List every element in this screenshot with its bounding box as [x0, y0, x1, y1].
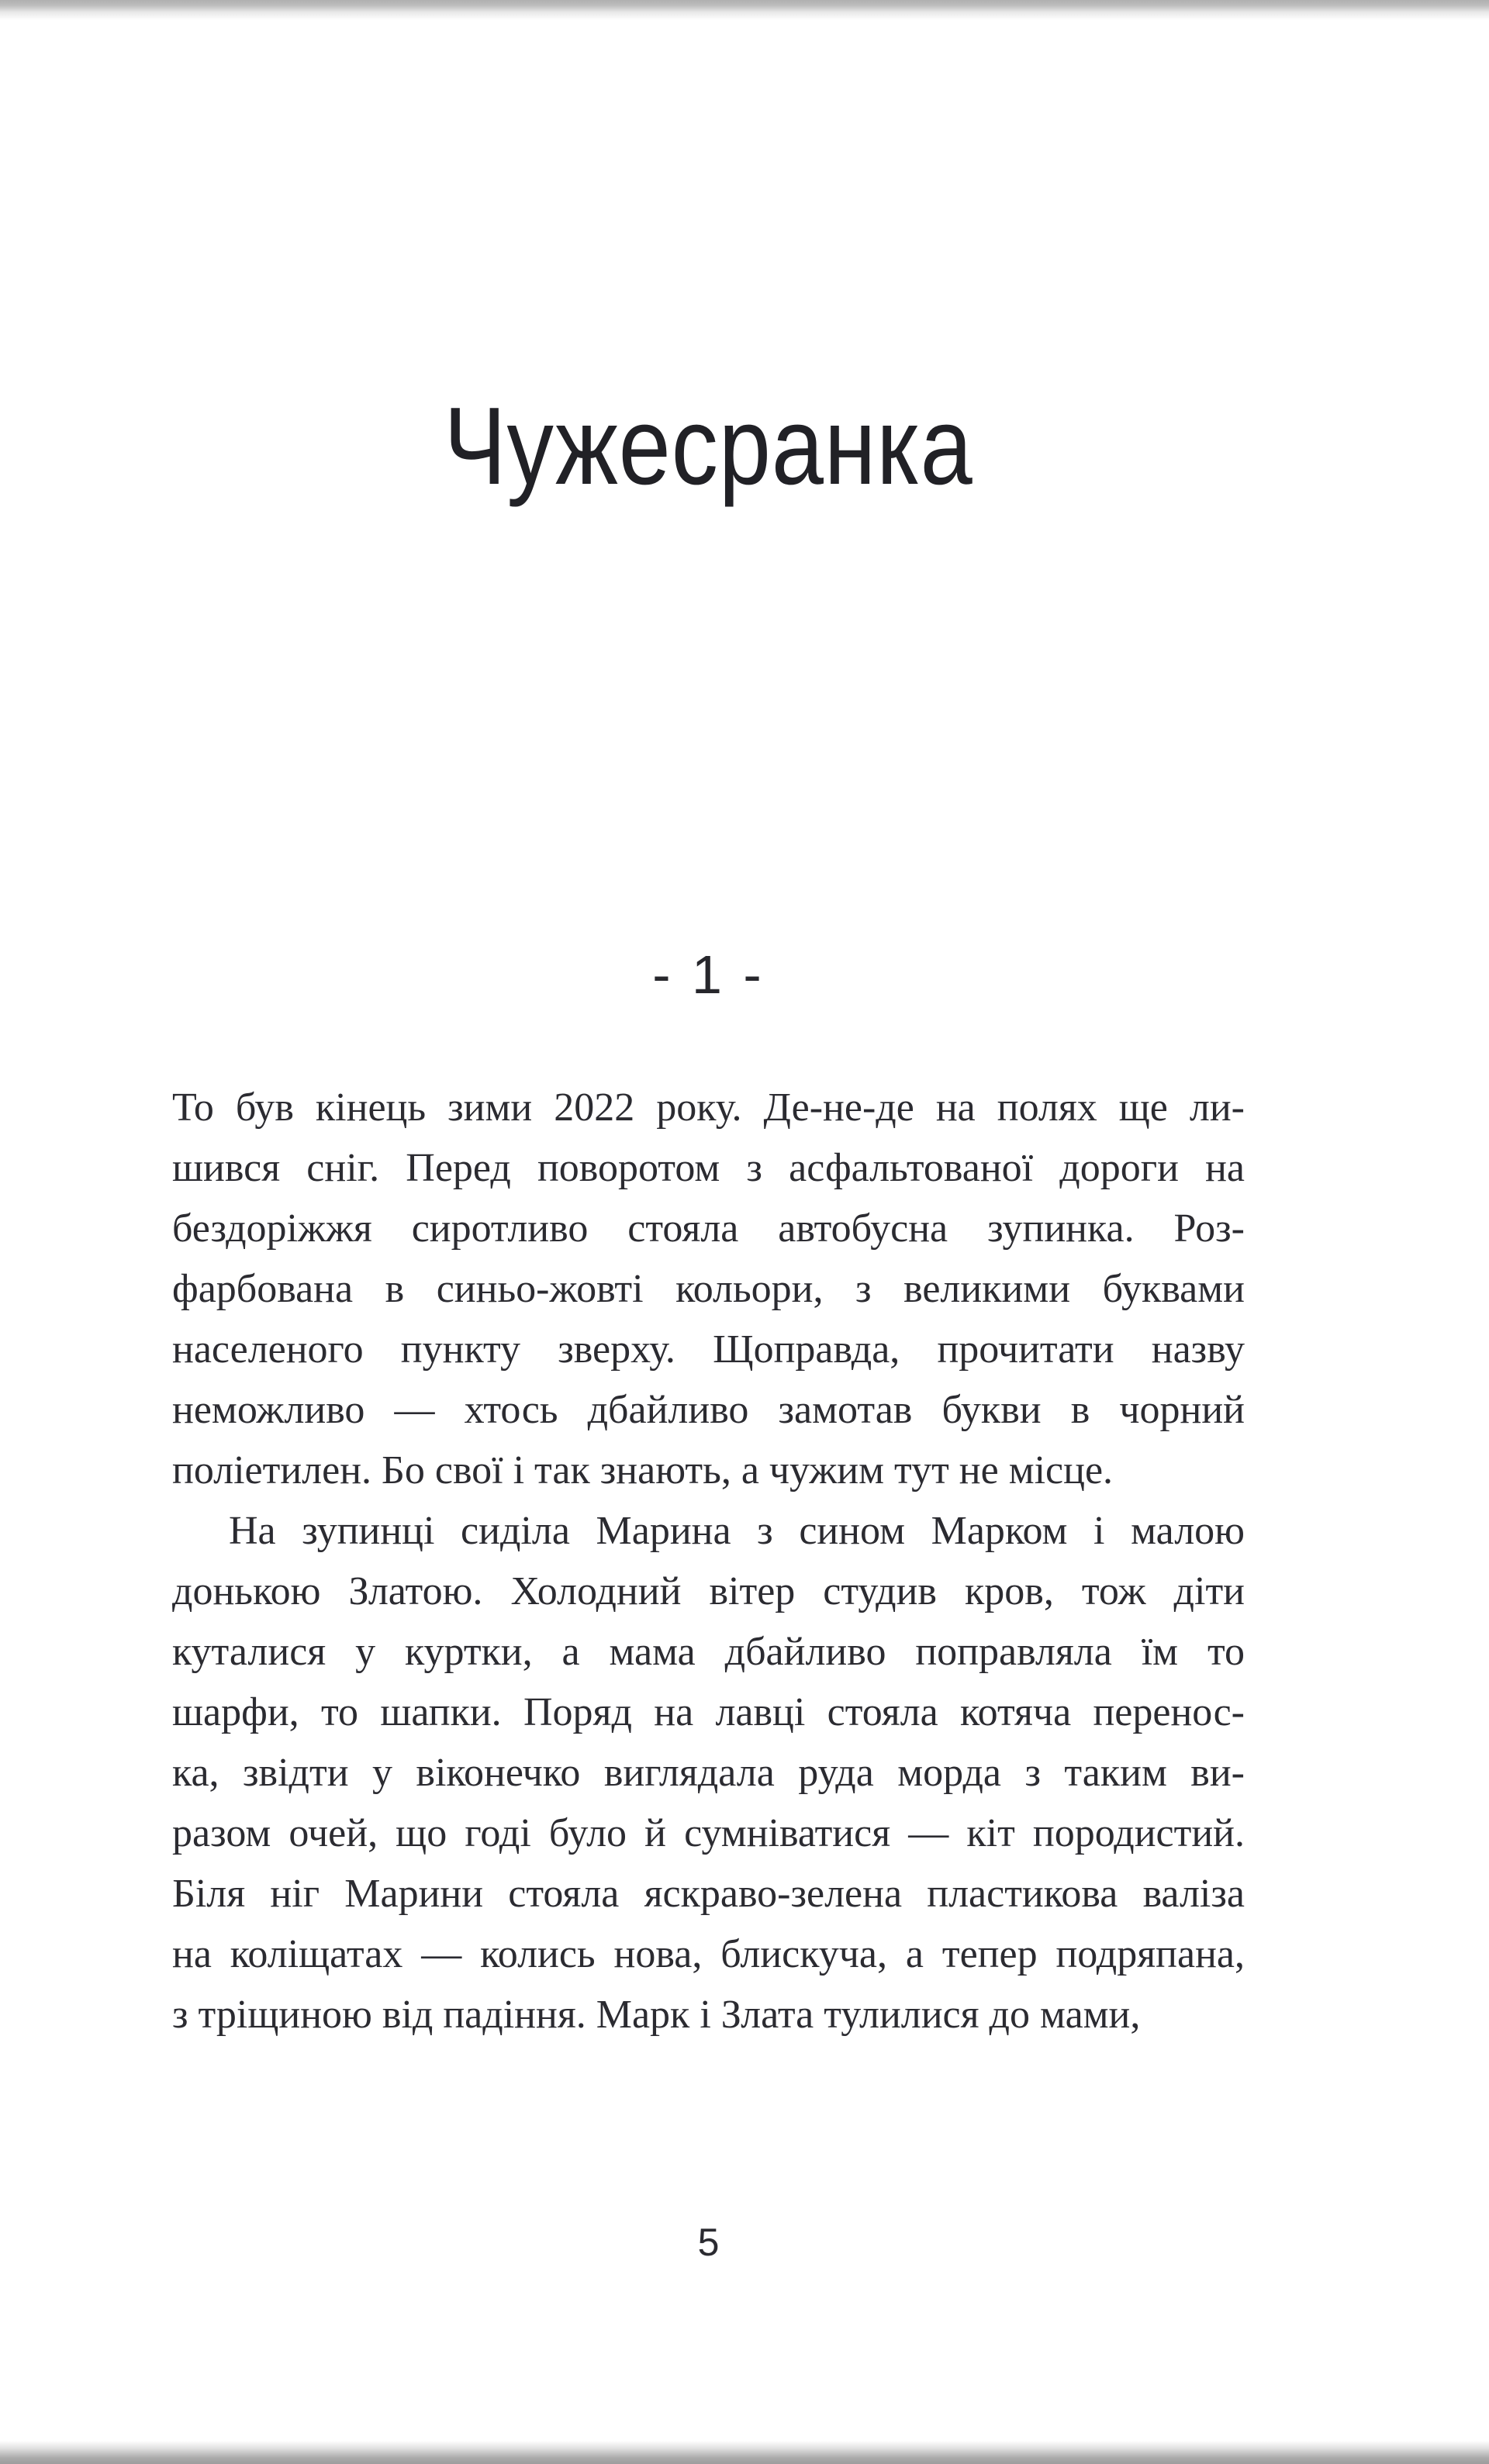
body-text [172, 1078, 1245, 2045]
text-line: шарфи, то шапки. Поряд на лавці стояла котяча перенос- [172, 1690, 1245, 1734]
scan-edge-bottom [0, 2441, 1489, 2464]
text-line: шився сніг. Перед поворотом з асфальтованої дороги на [172, 1146, 1245, 1190]
text-line: з тріщиною від падіння. Марк і Злата тулилися до мами, [172, 1993, 1141, 2037]
text-line: куталися у куртки, а мама дбайливо поправляла їм то [172, 1630, 1245, 1674]
text-line: неможливо — хтось дбайливо замотав букви в чорний [172, 1388, 1245, 1432]
text-line: поліетилен. Бо свої і так знають, а чужим тут не місце. [172, 1448, 1114, 1493]
text-line: донькою Златою. Холодний вітер студив кров, тож діти [172, 1569, 1245, 1613]
text-line: разом очей, що годі було й сумніватися — кіт породистий. [172, 1811, 1245, 1855]
text-line: фарбована в синьо-жовті кольори, з великими буквами [172, 1267, 1245, 1311]
text-line: То був кінець зими 2022 року. Де-не-де на полях ще ли- [172, 1085, 1245, 1130]
scan-edge-top [0, 0, 1489, 20]
text-line: населеного пункту зверху. Щоправда, прочитати назву [172, 1327, 1245, 1372]
text-line: На зупинці сиділа Марина з сином Марком і малою [229, 1509, 1245, 1553]
text-line: бездоріжжя сиротливо стояла автобусна зупинка. Роз- [172, 1206, 1245, 1251]
text-line: Біля ніг Марини стояла яскраво-зелена пластикова валіза [172, 1872, 1245, 1916]
section-number-marker: - 1 - [652, 944, 765, 1005]
text-line: на коліщатах — колись нова, блискуча, а тепер подряпана, [172, 1932, 1245, 1976]
chapter-title [172, 385, 1245, 508]
page-number: 5 [697, 2221, 720, 2264]
chapter-title-text: Чужесранка [444, 385, 973, 508]
text-line: ка, звідти у віконечко виглядала руда морда з таким ви- [172, 1751, 1245, 1795]
